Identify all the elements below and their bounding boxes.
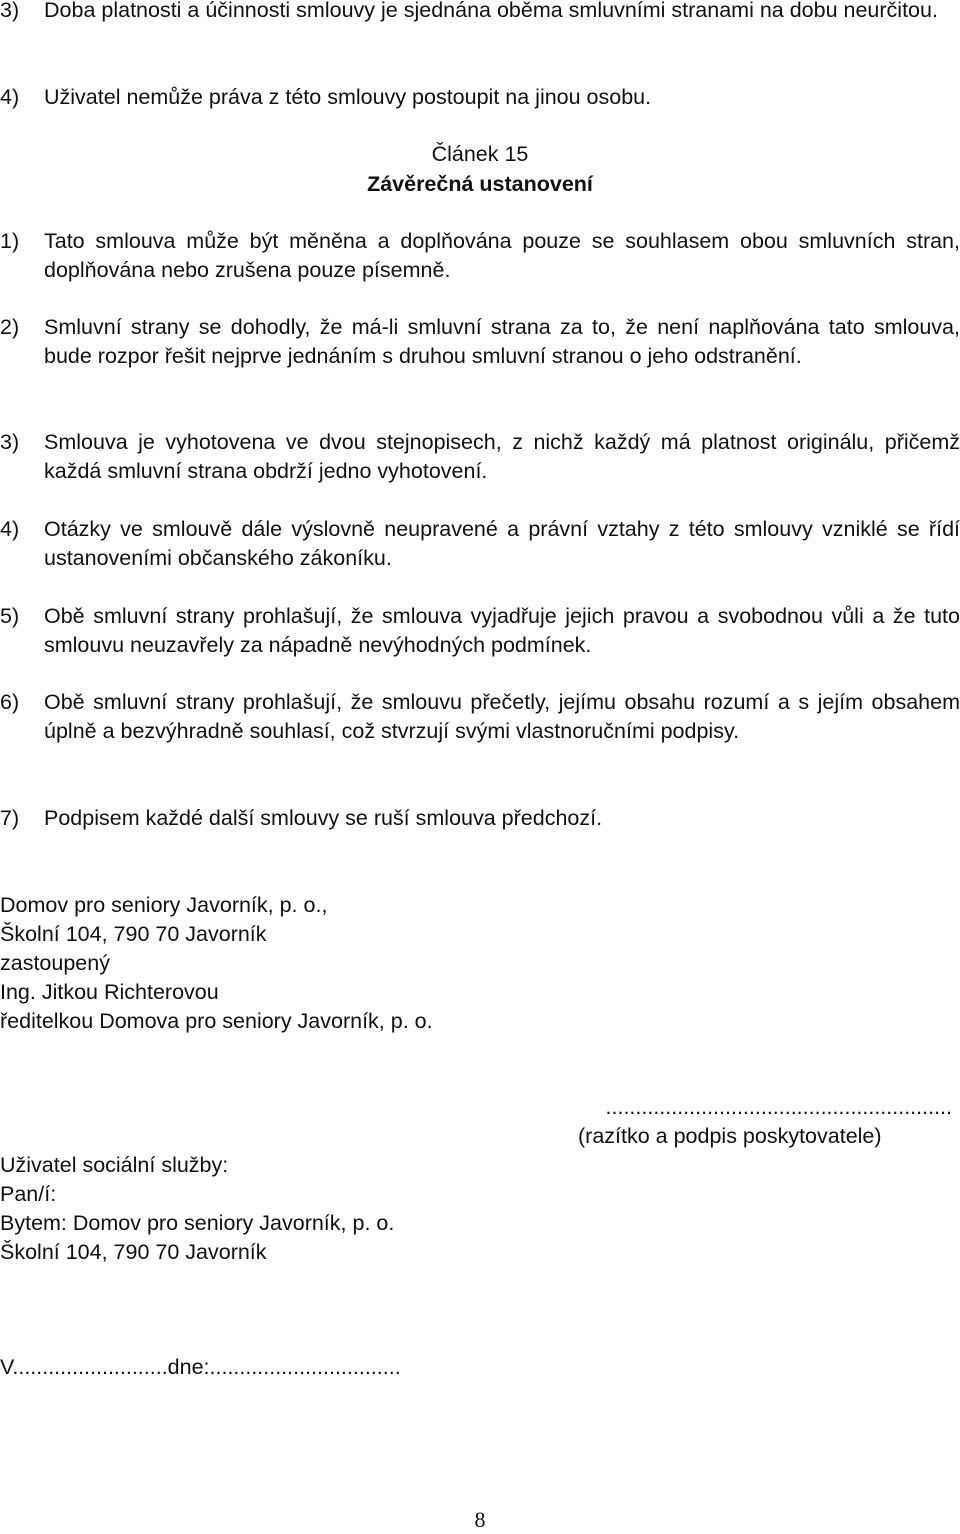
article-number: Článek 15 (431, 142, 529, 166)
provider-represented: zastoupený (0, 951, 110, 975)
clause-number: 5) (0, 604, 20, 628)
clause-text: Smlouva je vyhotovena ve dvou stejnopisech, z nichž každý má platnost originálu, přičemž každá smluvní strana obdrží jedno vyhotovení. (44, 430, 960, 483)
user-residence: Bytem: Domov pro seniory Javorník, p. o. (0, 1211, 395, 1235)
clause-text: Smluvní strany se dohodly, že má-li smluvní strana za to, že není naplňována tato smlouva, bude rozpor řešit nejprve jednáním s druhou smluvní stranou o jeho odstranění. (44, 315, 960, 368)
user-block (0, 1151, 394, 1267)
provider-block (0, 891, 433, 1036)
signature-dots: .......................................................... (605, 1095, 952, 1119)
provider-person: Ing. Jitkou Richterovou (0, 980, 219, 1004)
clause-text: Doba platnosti a účinnosti smlouvy je sjednána oběma smluvními stranami na dobu neurčitou. (44, 0, 938, 22)
clause-text: Obě smluvní strany prohlašují, že smlouvu přečetly, jejímu obsahu rozumí a s jejím obsahem úplně a bezvýhradně souhlasí, což stvrzují svými vlastnoručními podpisy. (44, 690, 960, 743)
clause-text: Podpisem každé další smlouvy se ruší smlouva předchozí. (44, 806, 603, 830)
clause-number: 4) (0, 517, 20, 541)
clause-number: 2) (0, 315, 20, 339)
signature-caption: (razítko a podpis poskytovatele) (578, 1124, 882, 1148)
clause-number: 3) (0, 430, 20, 454)
clause-text: Uživatel nemůže práva z této smlouvy postoupit na jinou osobu. (44, 85, 652, 109)
clause-number: 6) (0, 690, 20, 714)
clause-text: Otázky ve smlouvě dále výslovně neupravené a právní vztahy z této smlouvy vzniklé se řídí ustanoveními občanského zákoníku. (44, 517, 960, 570)
clause-number: 3) (0, 0, 20, 22)
provider-role: ředitelkou Domova pro seniory Javorník, p. o. (0, 1009, 433, 1033)
clause-number: 7) (0, 806, 20, 830)
user-address: Školní 104, 790 70 Javorník (0, 1240, 267, 1264)
place-date-line: V..........................dne:................................ (0, 1355, 401, 1379)
page-number: 8 (474, 1507, 486, 1532)
clause-number: 4) (0, 85, 20, 109)
user-label: Uživatel sociální služby: (0, 1153, 229, 1177)
provider-name: Domov pro seniory Javorník, p. o., (0, 893, 328, 917)
clause-number: 1) (0, 229, 20, 253)
user-pan: Pan/í: (0, 1182, 57, 1206)
provider-address: Školní 104, 790 70 Javorník (0, 922, 267, 946)
article-title: Závěrečná ustanovení (367, 172, 593, 196)
clause-text: Obě smluvní strany prohlašují, že smlouva vyjadřuje jejich pravou a svobodnou vůli a že tuto smlouvu neuzavřely za nápadně nevýhodných podmínek. (44, 604, 960, 657)
clause-text: Tato smlouva může být měněna a doplňována pouze se souhlasem obou smluvních stran, doplňována nebo zrušena pouze písemně. (44, 229, 960, 282)
clause-3-validity (0, 0, 960, 54)
